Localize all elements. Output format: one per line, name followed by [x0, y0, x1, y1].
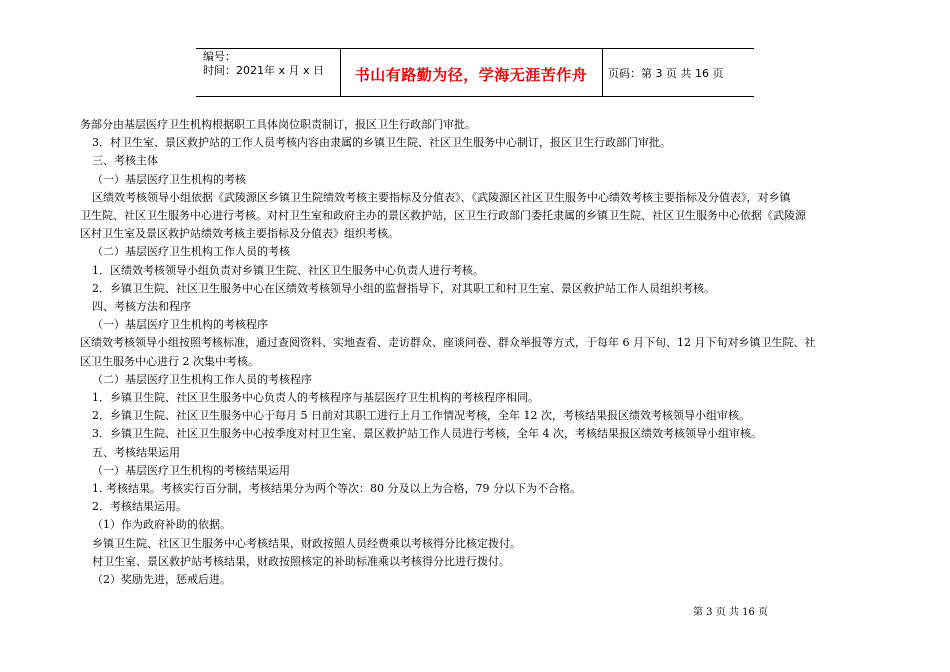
body-paragraph: 卫生院、社区卫生服务中心进行考核。对村卫生室和政府主办的景区救护站，区卫生行政部门委托隶属的乡镇卫生院、社区卫生服务中心依据《武陵源 [80, 209, 806, 223]
body-paragraph: （1）作为政府补助的依据。 [92, 518, 231, 532]
body-paragraph: 区绩效考核领导小组依据《武陵源区乡镇卫生院绩效考核主要指标及分值表》、《武陵源区社区卫生服务中心绩效考核主要指标及分值表》，对乡镇 [92, 190, 791, 204]
body-paragraph: 1. 考核结果。考核实行百分制，考核结果分为两个等次：80 分及以上为合格，79 分以下为不合格。 [92, 482, 581, 496]
body-paragraph: 区绩效考核领导小组按照考核标准，通过查阅资料、实地查看、走访群众、座谈问卷、群众举报等方式，于每年 6 月下旬、12 月下旬对乡镇卫生院、社 [80, 336, 816, 350]
body-paragraph: 五、考核结果运用 [92, 445, 180, 459]
body-paragraph: 3．乡镇卫生院、社区卫生服务中心按季度对村卫生室、景区救护站工作人员进行考核，全年 4 次，考核结果报区绩效考核领导小组审核。 [92, 427, 762, 441]
body-paragraph: 村卫生室、景区救护站考核结果，财政按照核定的补助标准乘以考核得分比进行拨付。 [92, 554, 510, 568]
body-paragraph: 2．考核结果运用。 [92, 500, 187, 514]
body-paragraph: 3．村卫生室、景区救护站的工作人员考核内容由隶属的乡镇卫生院、社区卫生服务中心制订，报区卫生行政部门审批。 [92, 136, 671, 150]
body-paragraph: （二）基层医疗卫生机构工作人员的考核程序 [92, 372, 312, 386]
body-paragraph: 乡镇卫生院、社区卫生服务中心考核结果，财政按照人员经费乘以考核得分比核定拨付。 [92, 536, 521, 550]
header-bottom-rule [196, 96, 754, 97]
body-paragraph: （一）基层医疗卫生机构的考核 [92, 172, 246, 186]
document-number-label: 编号： [203, 50, 236, 63]
header-motto: 书山有路勤为径，学海无涯苦作舟 [354, 66, 588, 84]
body-paragraph: （2）奖励先进，惩戒后进。 [92, 573, 231, 587]
body-paragraph: （一）基层医疗卫生机构的考核程序 [92, 318, 268, 332]
body-paragraph: 区村卫生室及景区救护站绩效考核主要指标及分值表》组织考核。 [80, 227, 399, 241]
body-paragraph: 1．乡镇卫生院、社区卫生服务中心负责人的考核程序与基层医疗卫生机构的考核程序相同。 [92, 391, 539, 405]
document-time-label: 时间：2021年 x 月 x 日 [203, 64, 324, 77]
footer-page-number: 第 3 页 共 16 页 [693, 607, 768, 618]
header-page-number: 页码：第 3 页 共 16 页 [608, 67, 724, 80]
header-divider-right [602, 48, 603, 97]
body-paragraph: 2．乡镇卫生院、社区卫生服务中心在区绩效考核领导小组的监督指导下，对其职工和村卫生室、景区救护站工作人员组织考核。 [92, 281, 715, 295]
body-paragraph: 四、考核方法和程序 [92, 300, 191, 314]
body-paragraph: 区卫生服务中心进行 2 次集中考核。 [80, 354, 259, 368]
body-paragraph: 2．乡镇卫生院、社区卫生服务中心于每月 5 日前对其职工进行上月工作情况考核，全年 12 次，考核结果报区绩效考核领导小组审核。 [92, 409, 750, 423]
body-paragraph: 务部分由基层医疗卫生机构根据职工具体岗位职责制订，报区卫生行政部门审批。 [80, 118, 476, 131]
header-top-rule [196, 48, 754, 49]
header-meta [203, 50, 324, 78]
body-paragraph: 1．区绩效考核领导小组负责对乡镇卫生院、社区卫生服务中心负责人进行考核。 [92, 263, 484, 277]
body-paragraph: （一）基层医疗卫生机构的考核结果运用 [92, 463, 290, 477]
body-paragraph: （二）基层医疗卫生机构工作人员的考核 [92, 245, 290, 259]
body-paragraph: 三、考核主体 [92, 154, 158, 168]
document-body [80, 116, 870, 589]
